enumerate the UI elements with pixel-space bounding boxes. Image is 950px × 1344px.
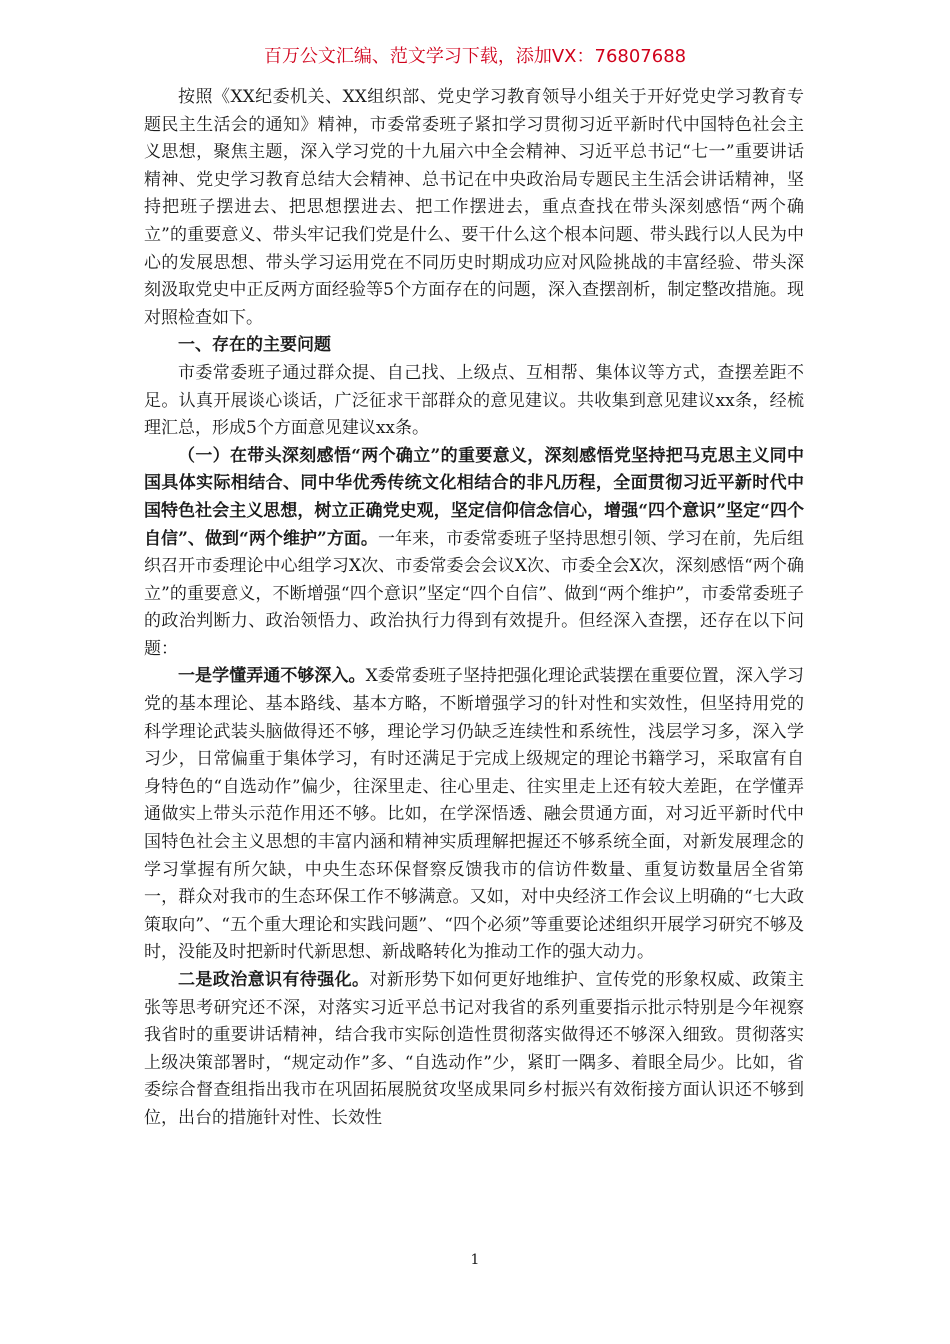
point-one-heading: 一是学懂弄通不够深入。	[178, 666, 366, 687]
point-two-paragraph	[144, 967, 804, 1133]
page-number: 1	[470, 1252, 480, 1268]
section-intro-paragraph: 市委常委班子通过群众提、自己找、上级点、互相帮、集体议等方式，查摆差距不足。认真开展谈心谈话，广泛征求干部群众的意见建议。共收集到意见建议xx条，经梳理汇总，形成5个方面意见建议xx条。	[144, 362, 804, 439]
point-two-heading: 二是政治意识有待强化。	[178, 970, 370, 990]
item-one-text: 一年来，市委常委班子坚持思想引领、学习在前，先后组织召开市委理论中心组学习X次、市委常委会会议X次、市委全会X次，深刻感悟“两个确立”的重要意义，不断增强“四个意识”坚定“四个自信”、做到“两个维护”，市委常委班子的政治判断力、政治领悟力、政治执行力得到有效提升。但经深入查摆，还存在以下问题：	[144, 528, 805, 659]
section-heading-problems: 一、存在的主要问题	[178, 335, 331, 356]
point-two-text: 对新形势下如何更好地维护、宣传党的形象权威、政策主张等思考研究还不深，对落实习近平总书记对我省的系列重要指示批示特别是今年视察我省时的重要讲话精神，结合我市实际创造性贯彻落实做得还不够深入细致。贯彻落实上级决策部署时，“规定动作”多、“自选动作”少，紧盯一隅多、着眼全局少。比如，省委综合督查组指出我市在巩固拓展脱贫攻坚成果同乡村振兴有效衔接方面认识还不够到位，出台的措施针对性、长效性	[144, 970, 805, 1128]
point-one-paragraph	[144, 663, 804, 967]
point-one-text: X委常委班子坚持把强化理论武装摆在重要位置，深入学习党的基本理论、基本路线、基本方略，不断增强学习的针对性和实效性，但坚持用党的科学理论武装头脑做得还不够，理论学习仍缺乏连续性和系统性，浅层学习多，深入学习少，日常偏重于集体学习，有时还满足于完成上级规定的理论书籍学习，采取富有自身特色的“自选动作”偏少，往深里走、往心里走、往实里走上还有较大差距，在学懂弄通做实上带头示范作用还不够。比如，在学深悟透、融会贯通方面，对习近平新时代中国特色社会主义思想的丰富内涵和精神实质理解把握还不够系统全面，对新发展理念的学习掌握有所欠缺，中央生态环保督察反馈我市的信访件数量、重复访数量居全省第一，群众对我市的生态环保工作不够满意。又如，对中央经济工作会议上明确的“七大政策取向”、“五个重大理论和实践问题”、“四个必须”等重要论述组织开展学习研究不够及时，没能及时把新时代新思想、新战略转化为推动工作的强大动力。	[144, 666, 804, 963]
item-one-paragraph	[144, 443, 804, 664]
watermark-banner: 百万公文汇编、范文学习下载，添加VX：76807688	[263, 46, 687, 67]
intro-paragraph: 按照《XX纪委机关、XX组织部、党史学习教育领导小组关于开好党史学习教育专题民主生活会的通知》精神，市委常委班子紧扣学习贯彻习近平新时代中国特色社会主义思想，聚焦主题，深入学习党的十九届六中全会精神、习近平总书记“七一”重要讲话精神、党史学习教育总结大会精神、总书记在中央政治局专题民主生活会讲话精神，坚持把班子摆进去、把思想摆进去、把工作摆进去，重点查找在带头深刻感悟“两个确立”的重要意义、带头牢记我们党是什么、要干什么这个根本问题、带头践行以人民为中心的发展思想、带头学习运用党在不同历史时期成功应对风险挑战的丰富经验、带头深刻汲取党史中正反两方面经验等5个方面存在的问题，深入查摆剖析，制定整改措施。现对照检查如下。	[144, 87, 804, 328]
document-body	[144, 84, 804, 1133]
item-one-heading: （一）在带头深刻感悟“两个确立”的重要意义，深刻感悟党坚持把马克思主义同中国具体实际相结合、同中华优秀传统文化相结合的非凡历程，全面贯彻习近平新时代中国特色社会主义思想，树立正确党史观，坚定信仰信念信心，增强“四个意识”坚定“四个自信”、做到“两个维护”方面。	[144, 445, 804, 549]
